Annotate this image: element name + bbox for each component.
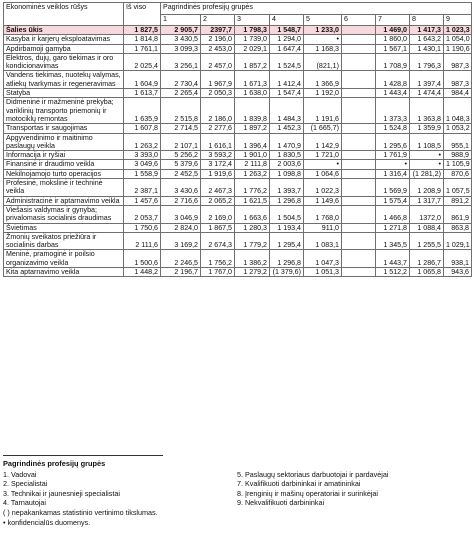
- group-2-cell: 2 674,3: [201, 232, 235, 250]
- group-4-cell: 1 830,5: [270, 151, 304, 160]
- group-4-cell: 1 470,9: [270, 133, 304, 151]
- group-8-cell: 1 474,4: [410, 89, 444, 98]
- group-8-cell: 1 430,1: [410, 44, 444, 53]
- legend-title: Pagrindinės profesijų grupės: [3, 459, 106, 468]
- group-6-cell: [342, 169, 376, 178]
- group-9-cell: 1 029,1: [444, 232, 472, 250]
- total-row: [4, 26, 472, 35]
- group-header-8: 8: [410, 15, 444, 26]
- group-9-cell: 987,3: [444, 71, 472, 89]
- group-header-7: 7: [376, 15, 410, 26]
- group-5-cell: 1 149,6: [304, 196, 342, 205]
- group-7-cell: 1 443,4: [376, 89, 410, 98]
- group-1-cell: 2 905,7: [161, 26, 201, 35]
- group-2-cell: 2 196,0: [201, 35, 235, 44]
- group-7-cell: 1 569,9: [376, 179, 410, 197]
- activity-label: Finansinė ir draudimo veikla: [4, 160, 124, 169]
- group-4-cell: 1 296,8: [270, 196, 304, 205]
- group-9-cell: 870,6: [444, 169, 472, 178]
- total-cell: 2 025,4: [124, 53, 161, 71]
- table-row: [4, 169, 472, 178]
- group-5-cell: •: [304, 160, 342, 169]
- group-2-cell: 3 172,4: [201, 160, 235, 169]
- group-8-cell: 1 359,9: [410, 124, 444, 133]
- total-cell: 1 500,6: [124, 250, 161, 268]
- group-1-cell: 3 099,3: [161, 44, 201, 53]
- group-9-cell: 955,1: [444, 133, 472, 151]
- group-8-cell: 1 796,3: [410, 53, 444, 71]
- group-7-cell: 1 428,8: [376, 71, 410, 89]
- group-5-cell: •: [304, 35, 342, 44]
- total-cell: 1 263,2: [124, 133, 161, 151]
- group-5-cell: 911,0: [304, 223, 342, 232]
- group-6-cell: [342, 232, 376, 250]
- group-4-cell: 1 393,7: [270, 179, 304, 197]
- legend-item: 8. Įrenginių ir mašinų operatoriai ir surinkėjai: [237, 488, 379, 498]
- table-row: [4, 223, 472, 232]
- group-3-cell: 1 279,2: [235, 268, 270, 277]
- activity-label: Nekilnojamojo turto operacijos: [4, 169, 124, 178]
- group-4-cell: 1 296,8: [270, 250, 304, 268]
- table-row: [4, 124, 472, 133]
- group-5-cell: 1 192,0: [304, 89, 342, 98]
- activity-label: Kasyba ir karjerų eksploatavimas: [4, 35, 124, 44]
- total-cell: 1 457,6: [124, 196, 161, 205]
- group-2-cell: 2 186,0: [201, 98, 235, 124]
- group-3-cell: 1 776,2: [235, 179, 270, 197]
- table-row: [4, 44, 472, 53]
- group-6-cell: [342, 151, 376, 160]
- legend-item: 2. Specialistai: [3, 479, 48, 489]
- group-8-cell: 1 397,4: [410, 71, 444, 89]
- group-3-cell: 1 857,2: [235, 53, 270, 71]
- activity-label: Žmonių sveikatos priežiūra ir socialinis darbas: [4, 232, 124, 250]
- group-6-cell: [342, 205, 376, 223]
- group-8-cell: 1 208,9: [410, 179, 444, 197]
- group-9-cell: 891,2: [444, 196, 472, 205]
- group-1-cell: 3 430,5: [161, 35, 201, 44]
- group-5-cell: 1 083,1: [304, 232, 342, 250]
- activity-label: Meninė, pramoginė ir poilsio organizavimo veikla: [4, 250, 124, 268]
- table-row: [4, 160, 472, 169]
- table-row: [4, 35, 472, 44]
- total-cell: 1 814,8: [124, 35, 161, 44]
- activity-header: Ekonominės veiklos rūšys: [4, 3, 124, 26]
- group-7-cell: 1 443,7: [376, 250, 410, 268]
- group-3-cell: 2 111,8: [235, 160, 270, 169]
- total-cell: 3 049,6: [124, 160, 161, 169]
- group-9-cell: 1 023,3: [444, 26, 472, 35]
- group-8-cell: 1 363,8: [410, 98, 444, 124]
- group-8-cell: •: [410, 160, 444, 169]
- group-3-cell: 1 779,2: [235, 232, 270, 250]
- group-1-cell: 2 452,5: [161, 169, 201, 178]
- group-header-5: 5: [304, 15, 342, 26]
- group-5-cell: 1 047,3: [304, 250, 342, 268]
- group-5-cell: 1 142,9: [304, 133, 342, 151]
- group-4-cell: 1 647,4: [270, 44, 304, 53]
- group-8-cell: 1 088,4: [410, 223, 444, 232]
- group-8-cell: 1 317,7: [410, 196, 444, 205]
- group-3-cell: 2 029,1: [235, 44, 270, 53]
- group-5-cell: 1 064,6: [304, 169, 342, 178]
- activity-label: Informacija ir ryšiai: [4, 151, 124, 160]
- group-7-cell: 1 575,4: [376, 196, 410, 205]
- legend-item: 4. Tarnautojai: [3, 498, 47, 508]
- legend-divider: [3, 455, 163, 456]
- group-7-cell: •: [376, 160, 410, 169]
- total-cell: 1 558,9: [124, 169, 161, 178]
- group-4-cell: 1 295,4: [270, 232, 304, 250]
- group-5-cell: (821,1): [304, 53, 342, 71]
- group-2-cell: 1 767,0: [201, 268, 235, 277]
- table-row: [4, 205, 472, 223]
- group-1-cell: 2 515,8: [161, 98, 201, 124]
- group-2-cell: 2 277,6: [201, 124, 235, 133]
- activity-label: Elektros, dujų, garo tiekimas ir oro kondicionavimas: [4, 53, 124, 71]
- group-7-cell: 1 373,3: [376, 98, 410, 124]
- total-cell: 1 750,6: [124, 223, 161, 232]
- group-2-cell: 2 169,0: [201, 205, 235, 223]
- legend-note-parentheses: ( ) nepakankamas statistinio vertinimo tikslumas.: [3, 507, 158, 517]
- group-7-cell: 1 466,8: [376, 205, 410, 223]
- group-3-cell: 1 897,2: [235, 124, 270, 133]
- wage-table: [3, 2, 472, 277]
- group-9-cell: 943,6: [444, 268, 472, 277]
- activity-label: Šalies ūkis: [4, 26, 124, 35]
- group-2-cell: 2 467,3: [201, 179, 235, 197]
- total-header: Iš viso: [124, 3, 161, 26]
- activity-label: Viešasis valdymas ir gynyba; privalomasis socialinis draudimas: [4, 205, 124, 223]
- group-7-cell: 1 512,2: [376, 268, 410, 277]
- total-cell: 1 607,8: [124, 124, 161, 133]
- group-3-cell: 1 739,0: [235, 35, 270, 44]
- group-5-cell: 1 168,3: [304, 44, 342, 53]
- table-row: [4, 151, 472, 160]
- legend-note-confidential: • konfidencialūs duomenys.: [3, 517, 91, 527]
- group-1-cell: 2 107,1: [161, 133, 201, 151]
- group-8-cell: 1 643,2: [410, 35, 444, 44]
- group-3-cell: 1 798,3: [235, 26, 270, 35]
- legend-item: 5. Paslaugų sektoriaus darbuotojai ir pardavėjai: [237, 469, 389, 479]
- group-3-cell: 1 263,2: [235, 169, 270, 178]
- group-8-cell: 1 417,3: [410, 26, 444, 35]
- group-6-cell: [342, 71, 376, 89]
- table-row: [4, 89, 472, 98]
- group-9-cell: 1 057,5: [444, 179, 472, 197]
- groups-header: Pagrindinės profesijų grupės: [161, 3, 472, 15]
- group-9-cell: 987,3: [444, 53, 472, 71]
- total-cell: 2 111,6: [124, 232, 161, 250]
- table-row: [4, 268, 472, 277]
- group-6-cell: [342, 223, 376, 232]
- group-5-cell: 1 366,9: [304, 71, 342, 89]
- group-4-cell: 1 098,8: [270, 169, 304, 178]
- group-6-cell: [342, 268, 376, 277]
- group-8-cell: 1372,0: [410, 205, 444, 223]
- group-6-cell: [342, 133, 376, 151]
- table-row: [4, 196, 472, 205]
- group-header-2: 2: [201, 15, 235, 26]
- group-9-cell: 1 053,2: [444, 124, 472, 133]
- group-2-cell: 1 756,2: [201, 250, 235, 268]
- group-5-cell: 1 022,3: [304, 179, 342, 197]
- group-2-cell: 2 050,3: [201, 89, 235, 98]
- group-1-cell: 3 169,2: [161, 232, 201, 250]
- group-3-cell: 1 386,2: [235, 250, 270, 268]
- group-4-cell: (1 379,6): [270, 268, 304, 277]
- activity-label: Vandens tiekimas, nuotekų valymas, atliekų tvarkymas ir regeneravimas: [4, 71, 124, 89]
- group-6-cell: [342, 179, 376, 197]
- group-6-cell: [342, 26, 376, 35]
- group-4-cell: 1 193,4: [270, 223, 304, 232]
- group-4-cell: 1 294,0: [270, 35, 304, 44]
- group-1-cell: 2 714,5: [161, 124, 201, 133]
- group-9-cell: 1 105,9: [444, 160, 472, 169]
- total-cell: 1 448,2: [124, 268, 161, 277]
- group-1-cell: 2 730,4: [161, 71, 201, 89]
- group-7-cell: 1 524,8: [376, 124, 410, 133]
- group-3-cell: 1 621,5: [235, 196, 270, 205]
- group-7-cell: 1 271,8: [376, 223, 410, 232]
- group-7-cell: 1 567,1: [376, 44, 410, 53]
- group-3-cell: 1 280,3: [235, 223, 270, 232]
- group-6-cell: [342, 89, 376, 98]
- group-1-cell: 2 196,7: [161, 268, 201, 277]
- legend-item: 7. Kvalifikuoti darbininkai ir amatininkai: [237, 479, 361, 489]
- group-header-6: 6: [342, 15, 376, 26]
- total-cell: 1 613,7: [124, 89, 161, 98]
- total-cell: 3 393,0: [124, 151, 161, 160]
- group-header-1: 1: [161, 15, 201, 26]
- activity-label: Švietimas: [4, 223, 124, 232]
- total-cell: 1 827,5: [124, 26, 161, 35]
- group-4-cell: 1 524,5: [270, 53, 304, 71]
- group-7-cell: 1 469,0: [376, 26, 410, 35]
- table-row: [4, 53, 472, 71]
- table-row: [4, 250, 472, 268]
- group-6-cell: [342, 124, 376, 133]
- total-cell: 2 387,1: [124, 179, 161, 197]
- group-1-cell: 3 256,1: [161, 53, 201, 71]
- legend-item: 3. Technikai ir jaunesnieji specialistai: [3, 488, 120, 498]
- table-row: [4, 133, 472, 151]
- group-4-cell: 1 504,5: [270, 205, 304, 223]
- group-3-cell: 1 839,8: [235, 98, 270, 124]
- group-8-cell: •: [410, 151, 444, 160]
- group-6-cell: [342, 160, 376, 169]
- group-3-cell: 1 901,0: [235, 151, 270, 160]
- group-header-4: 4: [270, 15, 304, 26]
- group-4-cell: 1 412,4: [270, 71, 304, 89]
- group-1-cell: 5 379,6: [161, 160, 201, 169]
- total-cell: 2 053,7: [124, 205, 161, 223]
- group-3-cell: 1 663,6: [235, 205, 270, 223]
- group-6-cell: [342, 35, 376, 44]
- activity-label: Apgyvendinimo ir maitinimo paslaugų veikla: [4, 133, 124, 151]
- group-4-cell: 1 484,3: [270, 98, 304, 124]
- group-9-cell: 863,8: [444, 223, 472, 232]
- total-cell: 1 635,9: [124, 98, 161, 124]
- group-1-cell: 5 256,2: [161, 151, 201, 160]
- group-5-cell: 1 051,3: [304, 268, 342, 277]
- legend-right-column: [237, 470, 471, 528]
- group-4-cell: 1 548,7: [270, 26, 304, 35]
- table-row: [4, 98, 472, 124]
- legend-item: 1. Vadovai: [3, 469, 37, 479]
- group-5-cell: 1 768,0: [304, 205, 342, 223]
- group-7-cell: 1 345,5: [376, 232, 410, 250]
- group-4-cell: 2 003,6: [270, 160, 304, 169]
- group-8-cell: 1 065,8: [410, 268, 444, 277]
- group-1-cell: 3 046,9: [161, 205, 201, 223]
- group-5-cell: 1 233,0: [304, 26, 342, 35]
- group-9-cell: 1 048,3: [444, 98, 472, 124]
- activity-label: Apdirbamoji gamyba: [4, 44, 124, 53]
- group-2-cell: 3 593,2: [201, 151, 235, 160]
- group-7-cell: 1 761,9: [376, 151, 410, 160]
- table-row: [4, 71, 472, 89]
- table-row: [4, 232, 472, 250]
- group-7-cell: 1 860,0: [376, 35, 410, 44]
- group-2-cell: 1 919,6: [201, 169, 235, 178]
- activity-label: Transportas ir saugojimas: [4, 124, 124, 133]
- group-6-cell: [342, 196, 376, 205]
- total-cell: 1 604,9: [124, 71, 161, 89]
- group-1-cell: 2 246,5: [161, 250, 201, 268]
- group-9-cell: 1 190,6: [444, 44, 472, 53]
- group-7-cell: 1 295,6: [376, 133, 410, 151]
- group-2-cell: 2 065,2: [201, 196, 235, 205]
- group-8-cell: 1 108,5: [410, 133, 444, 151]
- group-7-cell: 1 708,9: [376, 53, 410, 71]
- group-2-cell: 1 616,1: [201, 133, 235, 151]
- group-6-cell: [342, 44, 376, 53]
- activity-label: Profesinė, mokslinė ir techninė veikla: [4, 179, 124, 197]
- group-9-cell: 1 054,0: [444, 35, 472, 44]
- group-6-cell: [342, 98, 376, 124]
- group-1-cell: 3 430,6: [161, 179, 201, 197]
- group-1-cell: 2 716,6: [161, 196, 201, 205]
- table-row: [4, 179, 472, 197]
- group-3-cell: 1 671,3: [235, 71, 270, 89]
- group-9-cell: 861,9: [444, 205, 472, 223]
- group-5-cell: 1 191,6: [304, 98, 342, 124]
- group-3-cell: 1 396,4: [235, 133, 270, 151]
- group-6-cell: [342, 53, 376, 71]
- legend-left-column: [3, 470, 237, 528]
- group-2-cell: 1 867,5: [201, 223, 235, 232]
- group-header-9: 9: [444, 15, 472, 26]
- group-5-cell: 1 721,0: [304, 151, 342, 160]
- total-cell: 1 761,1: [124, 44, 161, 53]
- group-4-cell: 1 452,3: [270, 124, 304, 133]
- group-2-cell: 2397,7: [201, 26, 235, 35]
- group-5-cell: (1 665,7): [304, 124, 342, 133]
- group-1-cell: 2 824,0: [161, 223, 201, 232]
- group-8-cell: 1 286,7: [410, 250, 444, 268]
- group-6-cell: [342, 250, 376, 268]
- activity-label: Kita aptarnavimo veikla: [4, 268, 124, 277]
- activity-label: Administracinė ir aptarnavimo veikla: [4, 196, 124, 205]
- group-3-cell: 1 638,0: [235, 89, 270, 98]
- group-4-cell: 1 547,4: [270, 89, 304, 98]
- group-9-cell: 988,9: [444, 151, 472, 160]
- group-2-cell: 1 967,9: [201, 71, 235, 89]
- group-1-cell: 2 265,4: [161, 89, 201, 98]
- group-9-cell: 938,1: [444, 250, 472, 268]
- group-header-3: 3: [235, 15, 270, 26]
- group-2-cell: 2 457,0: [201, 53, 235, 71]
- group-9-cell: 984,4: [444, 89, 472, 98]
- group-8-cell: (1 281,2): [410, 169, 444, 178]
- legend: [3, 455, 471, 527]
- legend-item: 9. Nekvalifikuoti darbininkai: [237, 498, 325, 508]
- group-7-cell: 1 316,4: [376, 169, 410, 178]
- activity-label: Statyba: [4, 89, 124, 98]
- activity-label: Didmeninė ir mažmeninė prekyba; variklinių transporto priemonių ir motociklų remontas: [4, 98, 124, 124]
- group-2-cell: 2 453,0: [201, 44, 235, 53]
- group-8-cell: 1 255,5: [410, 232, 444, 250]
- table-body: [4, 26, 472, 277]
